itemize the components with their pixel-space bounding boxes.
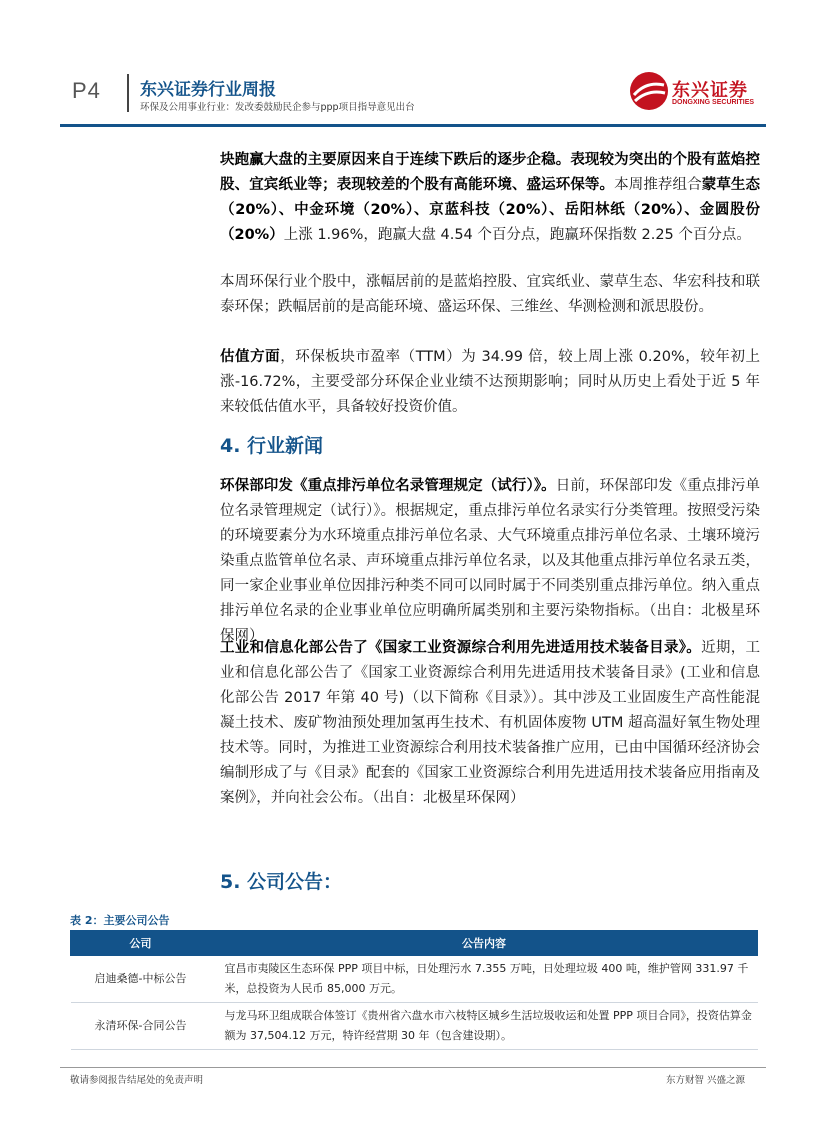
footer-slogan: 东方财智 兴盛之源 bbox=[666, 1075, 746, 1086]
valuation-paragraph bbox=[220, 345, 760, 420]
section-industry-news: 4. 行业新闻 bbox=[220, 435, 324, 457]
content-cell: 与龙马环卫组成联合体签订《贵州省六盘水市六枝特区城乡生活垃圾收运和处置 PPP 项目合同》，投资估算金额为 37,504.12 万元，特许经营期 30 年（包含建设期）。 bbox=[211, 1003, 758, 1050]
portfolio-intro: 本周推荐组合 bbox=[614, 177, 702, 193]
table-header-row bbox=[71, 931, 758, 956]
news-title-pollution-list: 环保部印发《重点排污单位名录管理规定（试行）》。 bbox=[220, 478, 556, 494]
announcements-table bbox=[70, 930, 758, 1050]
report-title: 东兴证券行业周报 bbox=[140, 80, 276, 100]
market-summary-paragraph bbox=[220, 148, 760, 248]
valuation-heading: 估值方面 bbox=[220, 349, 281, 365]
market-summary-bold: 块跑赢大盘的主要原因来自于连续下跌后的逐步企稳。表现较为突出的个股有蓝焰控股、宜宾纸业等；表现较差的个股有高能环境、盛运环保等。 bbox=[220, 152, 760, 193]
portfolio-holdings: 蒙草生态（20%）、中金环境（20%）、京蓝科技（20%）、岳阳林纸（20%）、金圆股份（20%） bbox=[220, 177, 761, 243]
table-row bbox=[71, 956, 758, 1003]
header-bar bbox=[60, 124, 766, 127]
news-text-pollution-list: 日前，环保部印发《重点排污单位名录管理规定（试行）》。根据规定，重点排污单位名录实行分类管理。按照受污染的环境要素分为水环境重点排污单位名录、大气环境重点排污单位名录、土壤环境污染重点监管单位名录、声环境重点排污单位名录，以及其他重点排污单位名录五类，同一家企业事业单位因排污种类不同可以同时属于不同类别重点排污单位。纳入重点排污单位名录的企业事业单位应明确所属类别和主要污染物指标。（出自：北极星环保网） bbox=[220, 478, 761, 644]
footer-disclaimer: 敬请参阅报告结尾处的免责声明 bbox=[70, 1075, 204, 1086]
table-caption: 表 2：主要公司公告 bbox=[70, 914, 170, 927]
section-company-announcements: 5. 公司公告： bbox=[220, 871, 343, 893]
logo-english: DONGXING SECURITIES bbox=[672, 99, 755, 106]
column-header-content: 公告内容 bbox=[211, 931, 758, 956]
valuation-text: ，环保板块市盈率（TTM）为 34.99 倍，较上周上涨 0.20%，较年初上涨-16.72%，主要受部分环保企业业绩不达预期影响；同时从历史上看处于近 5 年来较低估值水平，具备较好投资价值。 bbox=[220, 349, 761, 415]
content-cell: 宜昌市夷陵区生态环保 PPP 项目中标，日处理污水 7.355 万吨，日处理垃圾 400 吨，维护管网 331.97 千米，总投资为人民币 85,000 万元。 bbox=[211, 956, 758, 1003]
table-row bbox=[71, 1003, 758, 1050]
portfolio-performance: 上涨 1.96%，跑赢大盘 4.54 个百分点，跑赢环保指数 2.25 个百分点。 bbox=[283, 227, 751, 243]
header-divider bbox=[127, 74, 129, 112]
news-item-pollution-list bbox=[220, 474, 760, 649]
column-header-company: 公司 bbox=[71, 931, 211, 956]
footer-divider bbox=[60, 1067, 766, 1068]
report-subtitle: 环保及公用事业行业：发改委鼓励民企参与ppp项目指导意见出台 bbox=[140, 102, 415, 113]
logo-text: 东兴证券 bbox=[672, 80, 748, 101]
company-cell: 启迪桑德-中标公告 bbox=[71, 956, 211, 1003]
company-cell: 永清环保-合同公告 bbox=[71, 1003, 211, 1050]
page-number: P4 bbox=[72, 78, 101, 103]
stock-movers-paragraph: 本周环保行业个股中，涨幅居前的是蓝焰控股、宜宾纸业、蒙草生态、华宏科技和联泰环保；跌幅居前的是高能环境、盛运环保、三维丝、华测检测和派思股份。 bbox=[220, 274, 760, 315]
news-title-miit-catalog: 工业和信息化部公告了《国家工业资源综合利用先进适用技术装备目录》。 bbox=[220, 640, 702, 656]
news-text-miit-catalog: 近期，工业和信息化部公告了《国家工业资源综合利用先进适用技术装备目录》(工业和信息化部公告 2017 年第 40 号)（以下简称《目录》）。其中涉及工业固废生产高性能混凝土技术、废矿物油预处理加氢再生技术、有机固体废物 UTM 超高温好氧生物处理技术等。同时，为推进工业资源综合利用技术装备推广应用，已由中国循环经济协会编制形成了与《目录》配套的《国家工业资源综合利用先进适用技术装备应用指南及案例》，并向社会公布。（出自：北极星环保网） bbox=[220, 640, 761, 806]
news-item-miit-catalog bbox=[220, 636, 760, 811]
